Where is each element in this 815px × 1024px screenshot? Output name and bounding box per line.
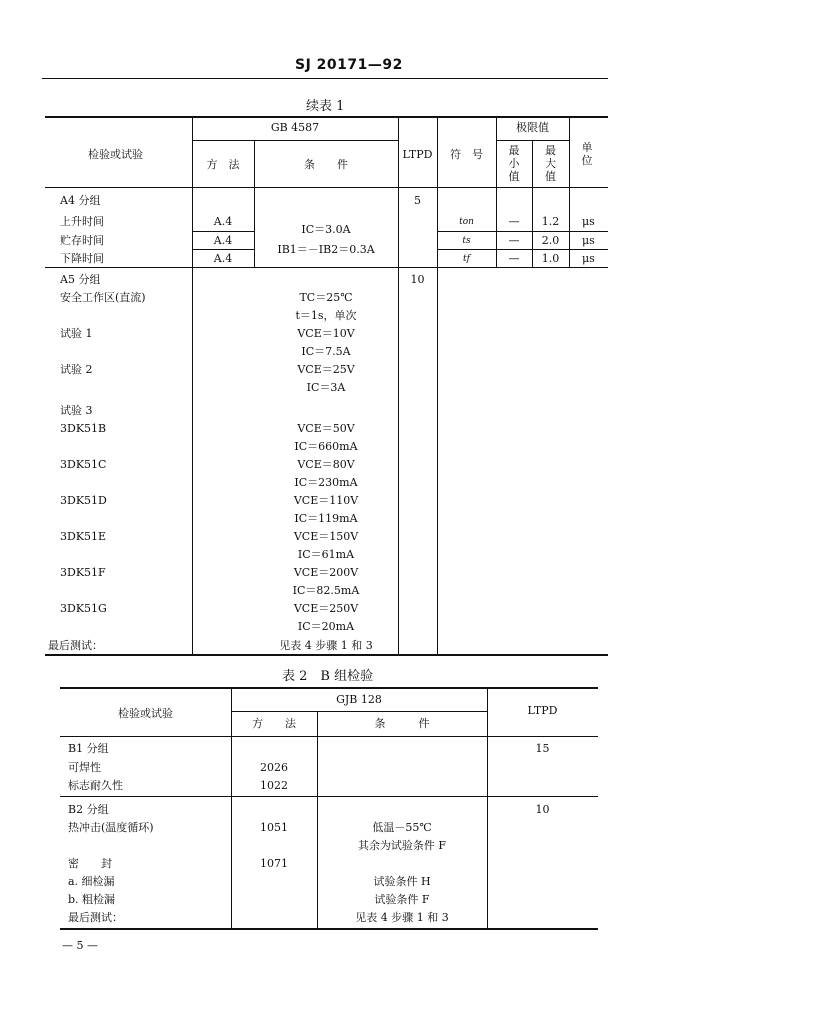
a5-soa-condition-2: t＝1s，单次 — [295, 309, 357, 322]
model-voltage: VCE＝250V — [293, 602, 359, 615]
model-current: IC＝230mA — [294, 476, 358, 489]
b1-ltpd: 15 — [535, 742, 550, 755]
model-current: IC＝20mA — [297, 620, 355, 633]
a4-row-unit: μs — [582, 215, 595, 228]
a5-final-test-condition: 见表 4 步骤 1 和 3 — [279, 639, 373, 652]
model-voltage: VCE＝80V — [297, 458, 355, 471]
model-voltage: VCE＝110V — [293, 494, 359, 507]
a5-soa-label: 安全工作区(直流) — [60, 291, 146, 304]
b2-thermal-condition-2: 其余为试验条件 F — [357, 839, 447, 852]
a5-test1-label: 试验 1 — [60, 327, 93, 340]
a4-row-unit: μs — [582, 234, 595, 247]
a5-test1-voltage: VCE＝10V — [297, 327, 355, 340]
table2-caption: 表 2 B 组检验 — [282, 669, 374, 684]
a4-group-label: A4 分组 — [60, 194, 101, 207]
b1-row-name: 标志耐久性 — [68, 779, 123, 792]
model-name: 3DK51F — [60, 566, 106, 579]
col-symbol-header: 符 号 — [450, 148, 483, 161]
b1-row-method: 2026 — [260, 761, 288, 774]
b2-final-test-label: 最后测试： — [68, 911, 123, 924]
a5-soa-condition-1: TC＝25℃ — [299, 291, 353, 304]
a4-row-unit: μs — [582, 252, 595, 265]
a4-row-name: 贮存时间 — [60, 234, 104, 247]
t2-col-test-header: 检验或试验 — [118, 707, 173, 720]
a4-row-symbol: ton — [459, 217, 474, 227]
model-name: 3DK51C — [60, 458, 107, 471]
a4-row-max: 2.0 — [541, 234, 560, 247]
model-name: 3DK51D — [60, 494, 107, 507]
a4-row-min: — — [508, 252, 520, 265]
col-ltpd-header: LTPD — [402, 148, 433, 161]
b2-final-test-condition: 见表 4 步骤 1 和 3 — [355, 911, 449, 924]
col-test-header: 检验或试验 — [88, 148, 143, 161]
t2-col-method-header: 方 法 — [252, 717, 296, 730]
model-current: IC＝119mA — [294, 512, 358, 525]
b2-gross-leak-condition: 试验条件 F — [374, 893, 430, 906]
col-max-header: 最 大 值 — [545, 144, 556, 183]
a4-condition-1: IC＝3.0A — [301, 223, 351, 236]
table1-caption: 续表 1 — [306, 99, 345, 114]
b1-row-method: 1022 — [260, 779, 288, 792]
header-rule — [42, 78, 608, 79]
b2-thermal-condition-1: 低温－55℃ — [372, 821, 432, 834]
a5-final-test-label: 最后测试： — [48, 639, 103, 652]
col-limit-header: 极限值 — [516, 121, 549, 134]
t2-col-condition-header: 条 件 — [374, 717, 430, 730]
col-unit-header: 单 位 — [581, 141, 593, 167]
b2-group-label: B2 分组 — [68, 803, 109, 816]
b2-seal-method: 1071 — [260, 857, 288, 870]
b2-thermal-method: 1051 — [260, 821, 288, 834]
a4-row-method: A.4 — [213, 252, 233, 265]
model-current: IC＝82.5mA — [292, 584, 360, 597]
a5-test2-voltage: VCE＝25V — [297, 363, 355, 376]
a5-group-label: A5 分组 — [60, 273, 101, 286]
col-condition-header: 条 件 — [304, 158, 348, 171]
b2-ltpd: 10 — [535, 803, 550, 816]
b1-row-name: 可焊性 — [68, 761, 101, 774]
a4-row-max: 1.2 — [541, 215, 560, 228]
b2-fine-leak-condition: 试验条件 H — [373, 875, 431, 888]
a4-row-name: 上升时间 — [60, 215, 104, 228]
page-number: — 5 — — [62, 939, 98, 952]
b2-seal-label: 密 封 — [68, 857, 112, 870]
a5-ltpd: 10 — [410, 273, 425, 286]
b2-thermal-label: 热冲击(温度循环) — [68, 821, 154, 834]
model-current: IC＝660mA — [294, 440, 358, 453]
a4-row-symbol: tf — [463, 254, 470, 264]
a5-test3-label: 试验 3 — [60, 404, 93, 417]
model-voltage: VCE＝150V — [293, 530, 359, 543]
model-name: 3DK51E — [60, 530, 107, 543]
model-voltage: VCE＝50V — [297, 422, 355, 435]
a4-row-min: — — [508, 215, 520, 228]
a4-row-method: A.4 — [213, 215, 233, 228]
a4-row-name: 下降时间 — [60, 252, 104, 265]
model-current: IC＝61mA — [297, 548, 355, 561]
a4-row-method: A.4 — [213, 234, 233, 247]
model-name: 3DK51G — [60, 602, 107, 615]
model-name: 3DK51B — [60, 422, 107, 435]
col-std-header: GB 4587 — [270, 121, 320, 134]
t2-col-std-header: GJB 128 — [336, 693, 382, 706]
a5-test2-label: 试验 2 — [60, 363, 93, 376]
a4-row-symbol: ts — [462, 236, 471, 246]
b1-group-label: B1 分组 — [68, 742, 109, 755]
standard-number: SJ 20171—92 — [295, 57, 403, 73]
b2-fine-leak-label: a. 细检漏 — [68, 875, 115, 888]
a4-condition-2: IB1＝－IB2＝0.3A — [277, 243, 375, 256]
t2-col-ltpd-header: LTPD — [527, 704, 558, 717]
b2-gross-leak-label: b. 粗检漏 — [68, 893, 116, 906]
a5-test1-current: IC＝7.5A — [301, 345, 351, 358]
a4-ltpd: 5 — [414, 194, 421, 207]
a4-row-min: — — [508, 234, 520, 247]
col-method-header: 方 法 — [206, 158, 240, 171]
model-voltage: VCE＝200V — [293, 566, 359, 579]
a5-test2-current: IC＝3A — [306, 381, 346, 394]
a4-row-max: 1.0 — [541, 252, 560, 265]
col-min-header: 最 小 值 — [508, 144, 520, 183]
